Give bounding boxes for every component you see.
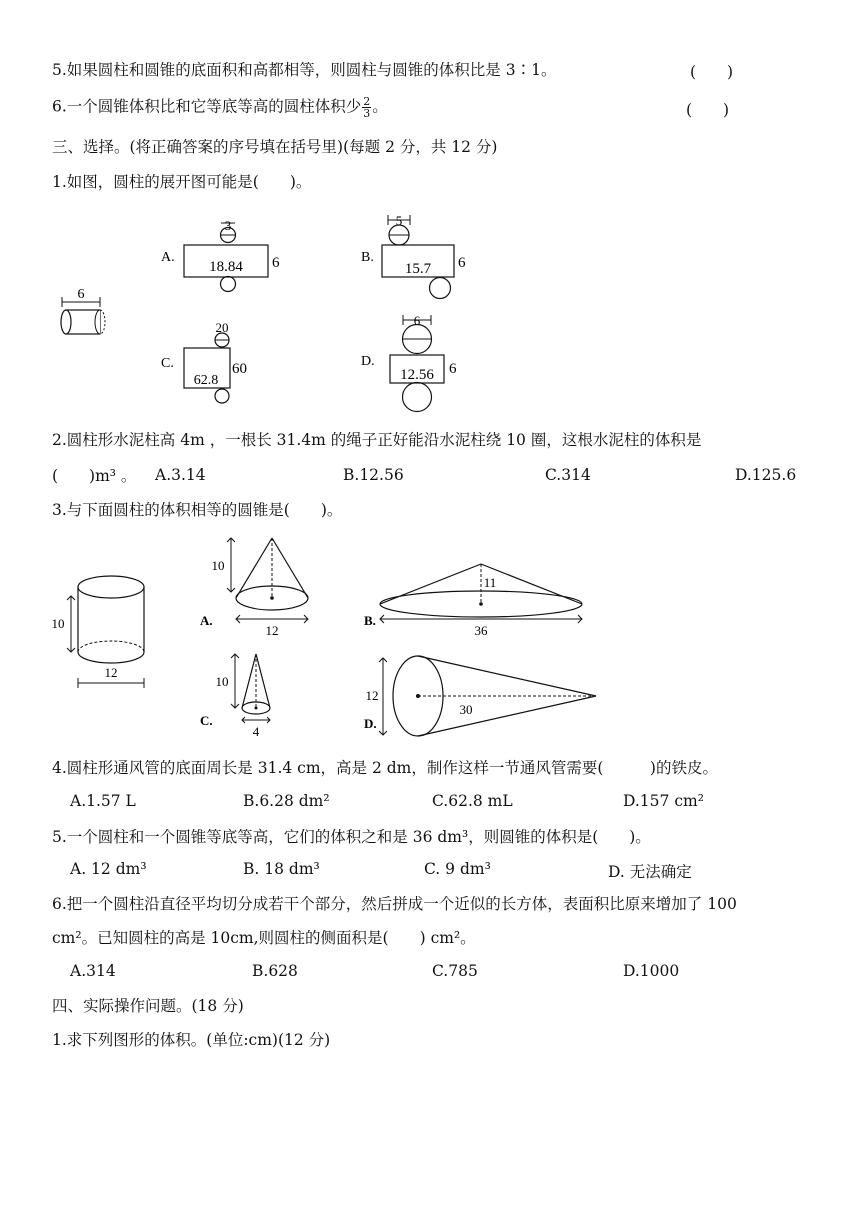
q1-cylinder	[61, 287, 105, 334]
svg-text:6: 6	[413, 313, 421, 328]
choice-q6-option-a[interactable]: A.314	[70, 962, 116, 980]
svg-text:6: 6	[449, 361, 457, 377]
q3-option-b-cone[interactable]	[364, 564, 582, 638]
choice-q6-option-d[interactable]: D.1000	[623, 962, 680, 980]
svg-text:5: 5	[395, 213, 403, 228]
svg-text:6: 6	[458, 255, 466, 271]
judge-q6-answer-blank[interactable]: ( )	[686, 101, 730, 119]
q1-option-b[interactable]	[361, 213, 466, 299]
svg-text:60: 60	[232, 361, 247, 377]
q3-option-d-cone[interactable]	[364, 656, 596, 736]
svg-text:10: 10	[51, 616, 65, 631]
svg-text:12: 12	[365, 688, 379, 703]
svg-text:36: 36	[474, 623, 488, 638]
q3-option-a-cone[interactable]	[200, 538, 308, 638]
svg-text:C.: C.	[161, 356, 174, 371]
section4-title: 四、实际操作问题。(18 分)	[52, 997, 244, 1015]
choice-q1-figure	[0, 205, 520, 415]
choice-q3-text: 3.与下面圆柱的体积相等的圆锥是( )。	[52, 501, 343, 519]
q1-option-a[interactable]	[161, 218, 280, 292]
svg-text:A.: A.	[200, 613, 213, 628]
svg-text:12.56: 12.56	[400, 367, 434, 383]
choice-q5-option-c[interactable]: C. 9 dm³	[424, 860, 491, 878]
choice-q5-option-d[interactable]: D. 无法确定	[608, 863, 692, 881]
svg-text:C.: C.	[200, 713, 213, 728]
svg-text:18.84: 18.84	[209, 259, 243, 275]
svg-text:3: 3	[224, 218, 232, 233]
svg-text:15.7: 15.7	[404, 261, 432, 277]
svg-text:6: 6	[272, 255, 280, 271]
choice-q2-answer-blank[interactable]: ( )m³ 。	[52, 467, 137, 485]
choice-q1-text: 1.如图，圆柱的展开图可能是( )。	[52, 173, 312, 191]
judge-q5: 5.如果圆柱和圆锥的底面积和高都相等，则圆柱与圆锥的体积比是 3∶1。	[52, 61, 557, 79]
choice-q2-option-a[interactable]: A.3.14	[155, 466, 206, 484]
svg-text:A.: A.	[161, 250, 175, 265]
svg-text:12: 12	[265, 623, 279, 638]
judge-q6-text: 6.一个圆锥体积比和它等底等高的圆柱体积少	[52, 97, 362, 116]
choice-q6-text-line2: cm²。已知圆柱的高是 10cm,则圆柱的侧面积是( ) cm²。	[52, 929, 476, 947]
judge-q6: 6.一个圆锥体积比和它等底等高的圆柱体积少 $\frac{2}{3}$ 。	[52, 95, 388, 120]
choice-q4-option-c[interactable]: C.62.8 mL	[432, 792, 513, 810]
choice-q5-option-b[interactable]: B. 18 dm³	[243, 860, 320, 878]
choice-q4-text: 4.圆柱形通风管的底面周长是 31.4 cm，高是 2 dm，制作这样一节通风管需要( )的铁皮。	[52, 759, 718, 777]
choice-q5-text: 5.一个圆柱和一个圆锥等底等高，它们的体积之和是 36 dm³，则圆锥的体积是( )。	[52, 828, 651, 846]
svg-text:B.: B.	[364, 613, 376, 628]
svg-text:30: 30	[459, 702, 473, 717]
choice-q2-text: 2.圆柱形水泥柱高 4m ，一根长 31.4m 的绳子正好能沿水泥柱绕 10 圈，这根水泥柱的体积是	[52, 431, 702, 449]
choice-q4-option-d[interactable]: D.157 cm²	[623, 792, 704, 810]
choice-q3-figure	[0, 530, 620, 745]
choice-q2-option-c[interactable]: C.314	[545, 466, 591, 484]
svg-text:4: 4	[252, 724, 260, 739]
choice-q4-option-b[interactable]: B.6.28 dm²	[243, 792, 330, 810]
svg-text:20: 20	[215, 320, 229, 335]
svg-text:12: 12	[104, 665, 118, 680]
choice-q6-option-b[interactable]: B.628	[252, 962, 298, 980]
q1-option-d[interactable]	[361, 313, 457, 412]
choice-q6-text: 6.把一个圆柱沿直径平均切分成若干个部分，然后拼成一个近似的长方体，表面积比原来增加了 100	[52, 895, 737, 913]
svg-text:D.: D.	[364, 716, 377, 731]
q1-cylinder-label: 6	[77, 287, 85, 302]
svg-text:10: 10	[211, 558, 225, 573]
svg-text:11: 11	[483, 575, 497, 590]
choice-q2-option-b[interactable]: B.12.56	[343, 466, 404, 484]
section4-q1-text: 1.求下列图形的体积。(单位:cm)(12 分)	[52, 1031, 331, 1049]
q3-reference-cylinder	[52, 576, 145, 688]
svg-text:B.: B.	[361, 250, 374, 265]
judge-q5-answer-blank[interactable]: ( )	[690, 63, 734, 81]
section3-title: 三、选择。(将正确答案的序号填在括号里)(每题 2 分，共 12 分)	[52, 138, 498, 156]
svg-text:10: 10	[215, 674, 229, 689]
choice-q2-option-d[interactable]: D.125.6	[735, 466, 797, 484]
choice-q6-option-c[interactable]: C.785	[432, 962, 478, 980]
svg-text:62.8: 62.8	[193, 373, 219, 388]
choice-q5-option-a[interactable]: A. 12 dm³	[70, 860, 147, 878]
q1-option-c[interactable]	[161, 320, 247, 403]
svg-text:D.: D.	[361, 354, 375, 369]
q3-option-c-cone[interactable]	[200, 654, 270, 739]
fraction-two-thirds: $\frac{2}{3}$	[363, 95, 371, 120]
choice-q4-option-a[interactable]: A.1.57 L	[70, 792, 136, 810]
